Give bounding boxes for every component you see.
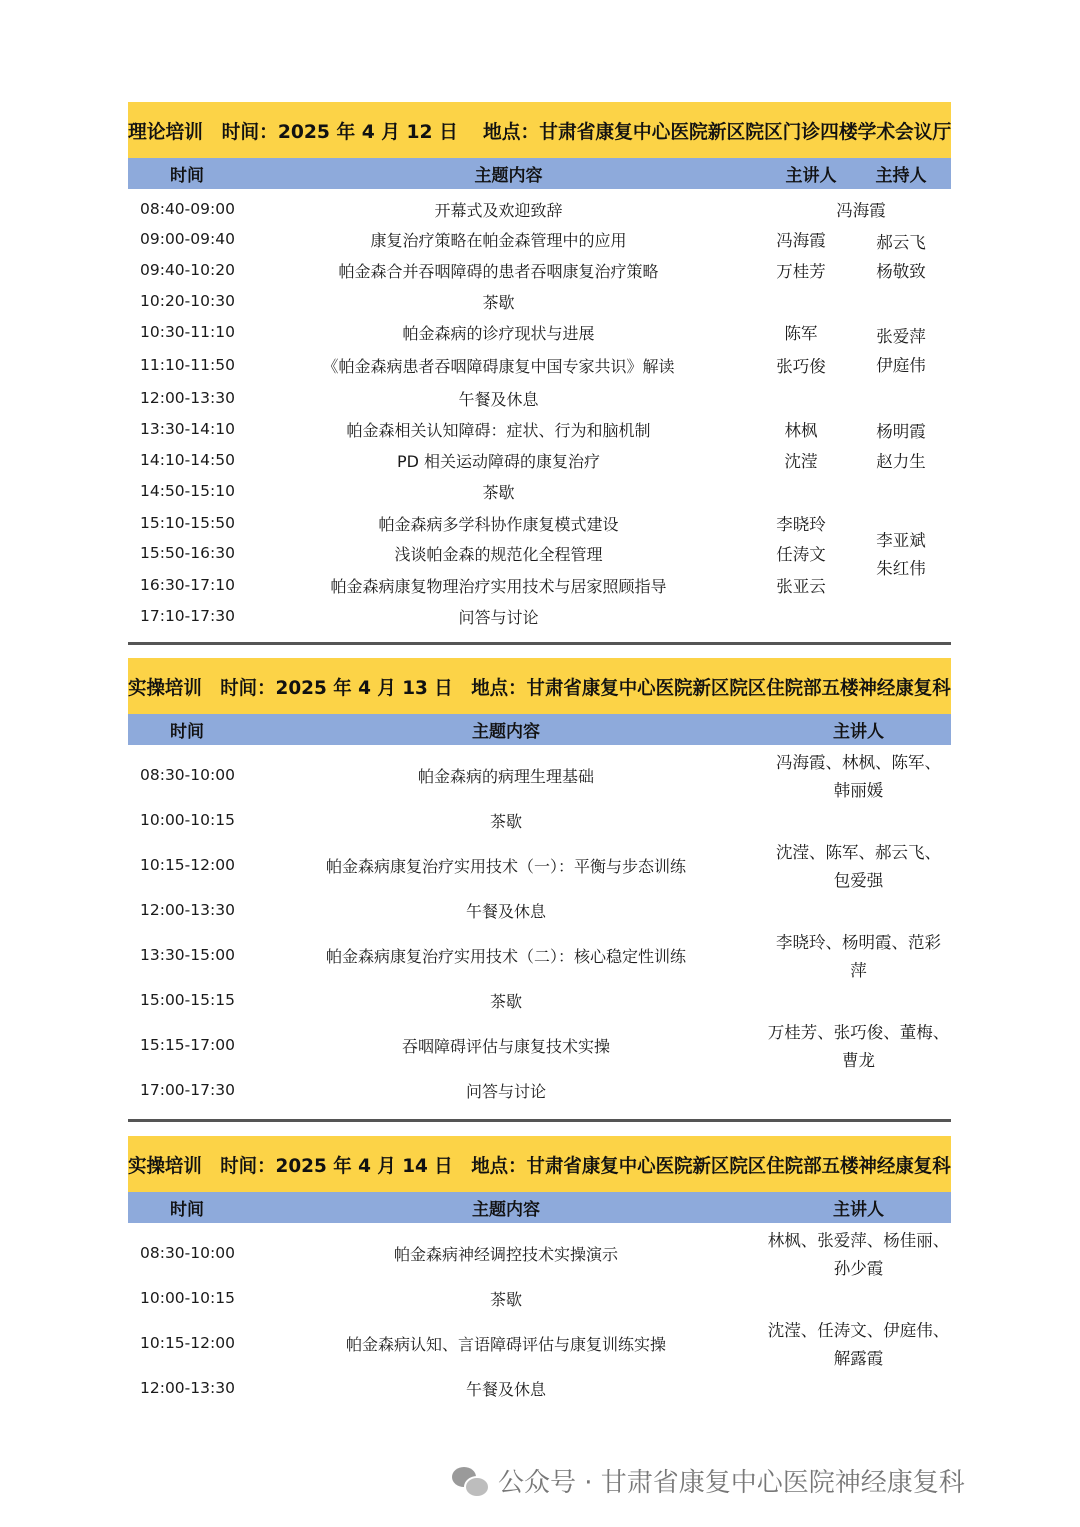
- table-row: [128, 258, 951, 282]
- speaker-cell: 张亚云: [776, 577, 826, 596]
- time-cell: 17:10-17:30: [140, 607, 235, 625]
- header-speaker: 主讲人: [833, 722, 884, 742]
- host-cell: 伊庭伟: [876, 356, 926, 375]
- host-cell: 李亚斌: [876, 531, 926, 550]
- time-cell: 10:20-10:30: [140, 292, 235, 310]
- time-cell: 10:00-10:15: [140, 1289, 235, 1307]
- time-cell: 10:15-12:00: [140, 856, 235, 874]
- time-cell: 10:15-12:00: [140, 1334, 235, 1352]
- topic-cell: 《帕金森病患者吞咽障碍康复中国专家共识》解读: [322, 356, 675, 376]
- topic-cell: 茶歇: [482, 292, 515, 312]
- time-cell: 14:10-14:50: [140, 451, 235, 469]
- topic-cell: 帕金森病的诊疗现状与进展: [402, 323, 595, 343]
- section-title-text: 理论培训 时间：2025 年 4 月 12 日 地点：甘肃省康复中心医院新区院区门诊四楼学术会议厅: [128, 120, 951, 143]
- topic-cell: 茶歇: [482, 482, 515, 502]
- topic-cell: 帕金森合并吞咽障碍的患者吞咽康复治疗策略: [338, 261, 659, 281]
- table-header: [128, 714, 951, 745]
- topic-cell: 帕金森病多学科协作康复模式建设: [378, 514, 619, 534]
- time-cell: 14:50-15:10: [140, 482, 235, 500]
- time-cell: 08:30-10:00: [140, 1244, 235, 1262]
- section-divider: [128, 642, 951, 645]
- speaker-cell: 冯海霞、林枫、陈军、: [776, 753, 941, 772]
- topic-cell: 茶歇: [489, 1289, 522, 1309]
- speaker-cell: 李晓玲、杨明霞、范彩: [776, 933, 941, 952]
- speaker-cell: 韩丽媛: [833, 781, 884, 800]
- header-topic: 主题内容: [472, 722, 540, 742]
- wechat-icon: [452, 1465, 488, 1497]
- time-cell: 08:30-10:00: [140, 766, 235, 784]
- header-speaker: 主讲人: [785, 166, 837, 186]
- header-topic: 主题内容: [472, 1200, 540, 1220]
- time-cell: 10:00-10:15: [140, 811, 235, 829]
- table-row: [128, 353, 951, 377]
- time-cell: 08:40-09:00: [140, 200, 235, 218]
- table-row: [128, 320, 951, 344]
- topic-cell: 浅谈帕金森的规范化全程管理: [394, 544, 603, 564]
- topic-cell: PD 相关运动障碍的康复治疗: [396, 451, 601, 471]
- topic-cell: 帕金森病康复治疗实用技术（一）：平衡与步态训练: [325, 856, 686, 876]
- time-cell: 09:40-10:20: [140, 261, 235, 279]
- speaker-cell: 孙少霞: [833, 1259, 884, 1278]
- speaker-cell: 任涛文: [776, 545, 826, 564]
- table-row: [128, 386, 951, 410]
- section-title-text: 实操培训 时间：2025 年 4 月 13 日 地点：甘肃省康复中心医院新区院区住院部五楼神经康复科: [128, 676, 951, 699]
- topic-cell: 午餐及休息: [465, 1379, 546, 1399]
- time-cell: 13:30-15:00: [140, 946, 235, 964]
- host-cell: 朱红伟: [876, 559, 926, 578]
- speaker-cell: 林枫、张爱萍、杨佳丽、: [767, 1231, 950, 1250]
- header-time: 时间: [170, 1200, 204, 1220]
- topic-cell: 茶歇: [489, 991, 522, 1011]
- speaker-cell: 冯海霞: [836, 201, 886, 220]
- time-cell: 12:00-13:30: [140, 1379, 235, 1397]
- time-cell: 15:10-15:50: [140, 514, 235, 532]
- topic-cell: 帕金森病康复物理治疗实用技术与居家照顾指导: [330, 576, 667, 596]
- time-cell: 12:00-13:30: [140, 389, 235, 407]
- speaker-cell: 解露霞: [833, 1349, 884, 1368]
- section-divider: [128, 1119, 951, 1122]
- table-row: [128, 988, 951, 1012]
- speaker-cell: 沈滢、任涛文、伊庭伟、: [767, 1321, 950, 1340]
- time-cell: 16:30-17:10: [140, 576, 235, 594]
- time-cell: 10:30-11:10: [140, 323, 235, 341]
- practical-training-day2-section: [128, 658, 951, 1115]
- section-title: [128, 102, 951, 158]
- topic-cell: 帕金森病认知、言语障碍评估与康复训练实操: [345, 1334, 666, 1354]
- schedule-rows: [128, 1223, 951, 1413]
- header-time: 时间: [170, 722, 204, 742]
- header-time: 时间: [170, 166, 204, 186]
- topic-cell: 帕金森病的病理生理基础: [417, 766, 594, 786]
- table-row: [128, 511, 951, 535]
- host-cell: 杨敬致: [876, 262, 926, 281]
- time-cell: 13:30-14:10: [140, 420, 235, 438]
- host-cell: 赵力生: [876, 452, 926, 471]
- topic-cell: 帕金森病神经调控技术实操演示: [393, 1244, 618, 1264]
- schedule-rows: [128, 189, 951, 649]
- topic-cell: 帕金森病康复治疗实用技术（二）：核心稳定性训练: [325, 946, 686, 966]
- topic-cell: 茶歇: [489, 811, 522, 831]
- table-row: [128, 573, 951, 597]
- time-cell: 15:50-16:30: [140, 544, 235, 562]
- table-row: [128, 448, 951, 472]
- time-cell: 09:00-09:40: [140, 230, 235, 248]
- time-cell: 12:00-13:30: [140, 901, 235, 919]
- footer-text: 公众号 · 甘肃省康复中心医院神经康复科: [498, 1468, 965, 1498]
- table-row: [128, 1078, 951, 1102]
- topic-cell: 康复治疗策略在帕金森管理中的应用: [370, 230, 627, 250]
- table-row: [128, 541, 951, 565]
- topic-cell: 午餐及休息: [465, 901, 546, 921]
- table-row: [128, 808, 951, 832]
- section-title-text: 实操培训 时间：2025 年 4 月 14 日 地点：甘肃省康复中心医院新区院区住院部五楼神经康复科: [128, 1154, 951, 1177]
- table-row: [128, 1376, 951, 1400]
- host-cell: 郝云飞: [876, 233, 926, 252]
- header-topic: 主题内容: [474, 166, 543, 186]
- table-row: [128, 227, 951, 251]
- practical-training-day3-section: [128, 1136, 951, 1413]
- header-host: 主持人: [875, 166, 927, 186]
- section-title: [128, 658, 951, 714]
- table-header: [128, 1192, 951, 1223]
- table-row: [128, 289, 951, 313]
- topic-cell: 午餐及休息: [458, 389, 539, 409]
- time-cell: 15:00-15:15: [140, 991, 235, 1009]
- speaker-cell: 萍: [850, 961, 867, 980]
- topic-cell: 问答与讨论: [465, 1081, 546, 1101]
- speaker-cell: 张巧俊: [776, 357, 826, 376]
- time-cell: 11:10-11:50: [140, 356, 235, 374]
- speaker-cell: 陈军: [784, 324, 818, 343]
- time-cell: 15:15-17:00: [140, 1036, 235, 1054]
- theory-training-section: [128, 102, 951, 649]
- speaker-cell: 沈滢: [784, 452, 818, 471]
- table-row: [128, 898, 951, 922]
- topic-cell: 开幕式及欢迎致辞: [434, 200, 563, 220]
- speaker-cell: 林枫: [784, 421, 818, 440]
- host-cell: 张爱萍: [876, 327, 926, 346]
- table-row: [128, 417, 951, 441]
- table-row: [128, 197, 951, 221]
- table-row: [128, 604, 951, 628]
- table-row: [128, 1286, 951, 1310]
- host-cell: 杨明霞: [876, 422, 926, 441]
- section-title: [128, 1136, 951, 1192]
- table-row: [128, 479, 951, 503]
- speaker-cell: 冯海霞: [776, 231, 826, 250]
- speaker-cell: 沈滢、陈军、郝云飞、: [776, 843, 941, 862]
- time-cell: 17:00-17:30: [140, 1081, 235, 1099]
- speaker-cell: 李晓玲: [776, 515, 826, 534]
- schedule-rows: [128, 745, 951, 1115]
- speaker-cell: 曹龙: [842, 1051, 875, 1070]
- speaker-cell: 万桂芳、张巧俊、董梅、: [767, 1023, 950, 1042]
- topic-cell: 问答与讨论: [458, 607, 539, 627]
- speaker-cell: 万桂芳: [776, 262, 826, 281]
- topic-cell: 帕金森相关认知障碍：症状、行为和脑机制: [346, 420, 651, 440]
- speaker-cell: 包爱强: [833, 871, 884, 890]
- header-speaker: 主讲人: [833, 1200, 884, 1220]
- wechat-footer: [452, 1462, 965, 1499]
- table-header: [128, 158, 951, 189]
- topic-cell: 吞咽障碍评估与康复技术实操: [401, 1036, 610, 1056]
